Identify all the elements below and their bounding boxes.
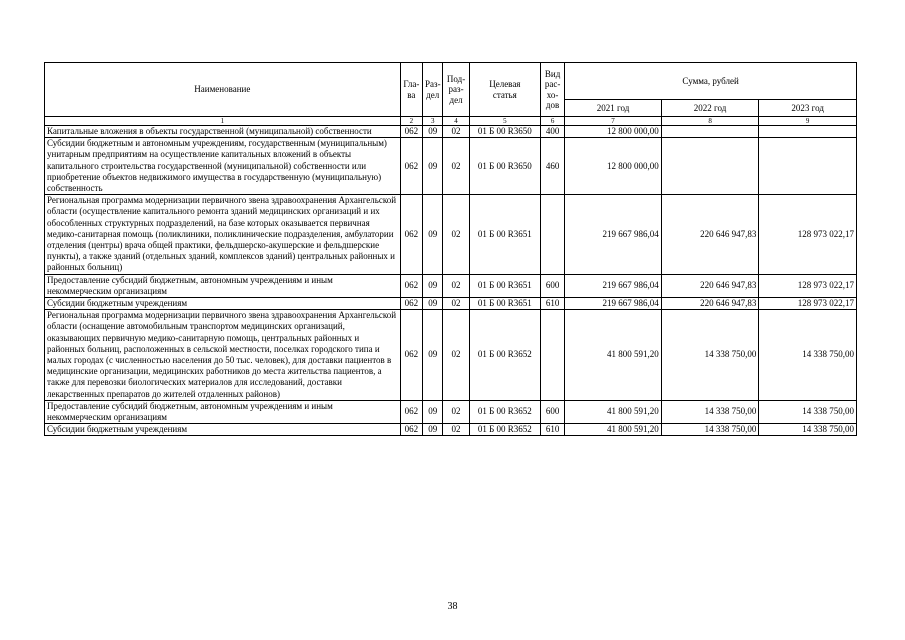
row-name: Субсидии бюджетным учреждениям xyxy=(45,424,401,436)
header-vid: Вид рас- хо- дов xyxy=(540,63,564,117)
row-podrazdel: 02 xyxy=(443,138,469,195)
row-target-article: 01 Б 00 R3650 xyxy=(469,126,540,138)
row-razdel: 09 xyxy=(423,400,443,423)
row-sum-2023 xyxy=(759,126,857,138)
row-target-article: 01 Б 00 R3651 xyxy=(469,298,540,310)
row-razdel: 09 xyxy=(423,138,443,195)
row-expense-type: 610 xyxy=(540,298,564,310)
row-glava: 062 xyxy=(400,310,422,401)
row-glava: 062 xyxy=(400,274,422,297)
col-number: 8 xyxy=(661,117,759,126)
row-razdel: 09 xyxy=(423,424,443,436)
header-row xyxy=(45,63,857,100)
row-target-article: 01 Б 00 R3652 xyxy=(469,424,540,436)
row-expense-type: 610 xyxy=(540,424,564,436)
row-sum-2021: 41 800 591,20 xyxy=(565,424,662,436)
row-razdel: 09 xyxy=(423,126,443,138)
row-sum-2021: 41 800 591,20 xyxy=(565,310,662,401)
row-sum-2021: 41 800 591,20 xyxy=(565,400,662,423)
row-podrazdel: 02 xyxy=(443,274,469,297)
row-name: Капитальные вложения в объекты государственной (муниципальной) собственности xyxy=(45,126,401,138)
header-2023: 2023 год xyxy=(759,100,857,117)
row-sum-2021: 219 667 986,04 xyxy=(565,274,662,297)
col-number: 5 xyxy=(469,117,540,126)
header-2022: 2022 год xyxy=(661,100,759,117)
row-razdel: 09 xyxy=(423,274,443,297)
row-target-article: 01 Б 00 R3652 xyxy=(469,400,540,423)
row-expense-type: 600 xyxy=(540,274,564,297)
row-sum-2021: 219 667 986,04 xyxy=(565,195,662,274)
row-sum-2023: 128 973 022,17 xyxy=(759,195,857,274)
col-number: 6 xyxy=(540,117,564,126)
row-podrazdel: 02 xyxy=(443,424,469,436)
row-name: Региональная программа модернизации первичного звена здравоохранения Архангельской области (осуществление капитального ремонта зданий медицинских организаций и их обособленных структурных подразделений, на базе которых оказывается первичная медико-санитарная помощь (поликлиники, поликлинические подразделения, амбулатории отделения (центры) врача общей практики, фельдшерско-акушерские и фельдшерские пункты), а также зданий (отдельных зданий, комплексов зданий) центральных районных и районных больниц) xyxy=(45,195,401,274)
row-expense-type: 460 xyxy=(540,138,564,195)
row-sum-2021: 12 800 000,00 xyxy=(565,138,662,195)
row-glava: 062 xyxy=(400,298,422,310)
row-sum-2021: 12 800 000,00 xyxy=(565,126,662,138)
header-2021: 2021 год xyxy=(565,100,662,117)
row-name: Региональная программа модернизации первичного звена здравоохранения Архангельской области (оснащение автомобильным транспортом медицинских организаций, оказывающих первичную медико-санитарную помощь, центральных районных и районных больниц, расположенных в сельской местности, поселках городского типа и малых городах (с численностью населения до 50 тыс. человек), для доставки пациентов в медицинские организации, медицинских работников до места жительства пациентов, а также для перевозки биологических материалов для исследований, доставки лекарственных препаратов до жителей отдаленных районов) xyxy=(45,310,401,401)
table-row xyxy=(45,274,857,297)
header-name: Наименование xyxy=(45,63,401,117)
header-podrazdel: Под- раз- дел xyxy=(443,63,469,117)
row-sum-2023: 14 338 750,00 xyxy=(759,310,857,401)
row-sum-2022: 14 338 750,00 xyxy=(661,310,759,401)
table-row xyxy=(45,126,857,138)
row-sum-2022: 14 338 750,00 xyxy=(661,424,759,436)
row-name: Предоставление субсидий бюджетным, автономным учреждениям и иным некоммерческим организациям xyxy=(45,400,401,423)
col-number: 4 xyxy=(443,117,469,126)
row-glava: 062 xyxy=(400,400,422,423)
row-target-article: 01 Б 00 R3652 xyxy=(469,310,540,401)
row-sum-2022: 14 338 750,00 xyxy=(661,400,759,423)
col-number: 1 xyxy=(45,117,401,126)
row-podrazdel: 02 xyxy=(443,298,469,310)
row-sum-2022 xyxy=(661,126,759,138)
row-target-article: 01 Б 00 R3651 xyxy=(469,195,540,274)
row-expense-type xyxy=(540,195,564,274)
header-glava: Гла- ва xyxy=(400,63,422,117)
row-target-article: 01 Б 00 R3651 xyxy=(469,274,540,297)
page-number: 38 xyxy=(447,601,458,612)
header-target: Целевая статья xyxy=(469,63,540,117)
row-razdel: 09 xyxy=(423,298,443,310)
col-number: 7 xyxy=(565,117,662,126)
row-name: Субсидии бюджетным и автономным учреждениям, государственным (муниципальным) унитарным предприятиям на осуществление капитальных вложений в объекты капитального строительства государственной (муниципальной) собственности или приобретение объектов недвижимого имущества в государственную (муниципальную) собственность xyxy=(45,138,401,195)
col-number: 3 xyxy=(423,117,443,126)
table-row xyxy=(45,400,857,423)
row-podrazdel: 02 xyxy=(443,310,469,401)
column-number-row xyxy=(45,117,857,126)
col-number: 9 xyxy=(759,117,857,126)
row-sum-2023: 128 973 022,17 xyxy=(759,274,857,297)
row-glava: 062 xyxy=(400,126,422,138)
row-sum-2023: 14 338 750,00 xyxy=(759,424,857,436)
row-glava: 062 xyxy=(400,138,422,195)
row-sum-2022: 220 646 947,83 xyxy=(661,195,759,274)
row-sum-2022: 220 646 947,83 xyxy=(661,298,759,310)
table-row xyxy=(45,138,857,195)
budget-table xyxy=(44,62,857,436)
row-expense-type: 400 xyxy=(540,126,564,138)
table-row xyxy=(45,424,857,436)
header-razdel: Раз- дел xyxy=(423,63,443,117)
table-row xyxy=(45,195,857,274)
row-glava: 062 xyxy=(400,424,422,436)
row-name: Предоставление субсидий бюджетным, автономным учреждениям и иным некоммерческим организациям xyxy=(45,274,401,297)
row-podrazdel: 02 xyxy=(443,126,469,138)
table-row xyxy=(45,298,857,310)
row-sum-2022 xyxy=(661,138,759,195)
col-number: 2 xyxy=(400,117,422,126)
row-expense-type: 600 xyxy=(540,400,564,423)
row-glava: 062 xyxy=(400,195,422,274)
row-sum-2023: 128 973 022,17 xyxy=(759,298,857,310)
row-sum-2023: 14 338 750,00 xyxy=(759,400,857,423)
row-sum-2021: 219 667 986,04 xyxy=(565,298,662,310)
row-expense-type xyxy=(540,310,564,401)
row-name: Субсидии бюджетным учреждениям xyxy=(45,298,401,310)
row-podrazdel: 02 xyxy=(443,400,469,423)
header-sum: Сумма, рублей xyxy=(565,63,857,100)
row-razdel: 09 xyxy=(423,195,443,274)
row-sum-2023 xyxy=(759,138,857,195)
row-sum-2022: 220 646 947,83 xyxy=(661,274,759,297)
row-target-article: 01 Б 00 R3650 xyxy=(469,138,540,195)
table-row xyxy=(45,310,857,401)
row-podrazdel: 02 xyxy=(443,195,469,274)
row-razdel: 09 xyxy=(423,310,443,401)
